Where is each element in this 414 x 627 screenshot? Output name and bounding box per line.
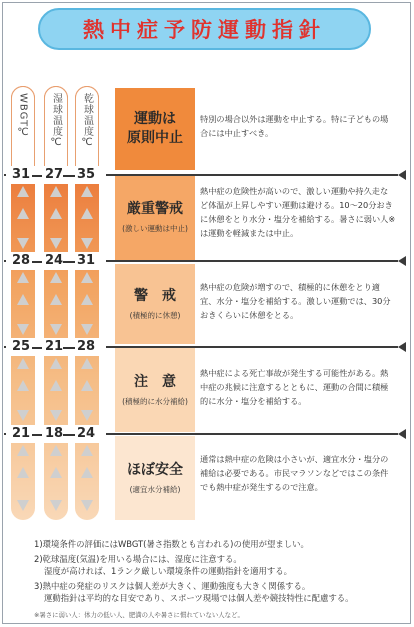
level-label-4 (115, 348, 195, 432)
title-banner (38, 8, 371, 50)
wbgt-column-label: WBGT℃ (17, 93, 29, 140)
level-label-3 (115, 264, 195, 344)
wet-value: 27 (45, 167, 64, 182)
up-arrow-icon (81, 467, 93, 478)
level-sub: (適宜水分補給) (129, 485, 181, 494)
up-arrow-icon (81, 294, 93, 305)
up-arrow-icon (81, 445, 93, 456)
up-arrow-icon (17, 186, 29, 197)
up-arrow-icon (81, 358, 93, 369)
up-arrow-icon (81, 380, 93, 391)
footnote: ※暑さに弱い人：体力の低い人、肥満の人や暑さに慣れていない人など。 (34, 611, 244, 619)
dry-bulb-column-label: 乾球温度℃ (81, 93, 93, 149)
level-name: 警 戒 (134, 288, 176, 304)
page-title: 熱中症予防運動指針 (83, 18, 326, 42)
wet-bulb-column-label: 湿球温度℃ (50, 93, 62, 149)
up-arrow-icon (17, 208, 29, 219)
wbgt-value: 25 (12, 339, 31, 354)
dry-value: 31 (77, 253, 96, 268)
notes (34, 538, 406, 607)
down-arrow-icon (81, 324, 93, 335)
up-arrow-icon (17, 272, 29, 283)
up-arrow-icon (17, 358, 29, 369)
down-arrow-icon (81, 410, 93, 421)
up-arrow-icon (50, 294, 62, 305)
arrowhead-icon (398, 429, 406, 439)
wet-value: 18 (45, 426, 64, 441)
level-sub: (積極的に休憩) (129, 311, 181, 320)
level-description-3: 熱中症の危険が増すので、積極的に休憩をとり適宜、水分・塩分を補給する。激しい運動では、30分おきくらいに休憩をとる。 (200, 282, 391, 320)
level-label-2 (115, 174, 195, 260)
arrowhead-icon (398, 342, 406, 352)
wbgt-value: 21 (12, 426, 31, 441)
up-arrow-icon (17, 294, 29, 305)
note-item: 1)環境条件の評価にはWBGT(暑さ指数とも言われる)の使用が望ましい。 (34, 539, 309, 549)
up-arrow-icon (50, 467, 62, 478)
note-item: 運動指針は平均的な目安であり、スポーツ現場では個人差や競技特性に配慮する。 (44, 593, 354, 603)
up-arrow-icon (50, 358, 62, 369)
level-name: ほぼ安全 (127, 462, 183, 478)
level-description-4: 熱中症による死亡事故が発生する可能性がある。熱中症の兆候に注意するとともに、運動の合間に積極的に水分・塩分を補給する。 (200, 368, 389, 406)
down-arrow-icon (50, 410, 62, 421)
level-name: 注 意 (134, 374, 176, 390)
down-arrow-icon (81, 500, 93, 511)
level-label-1 (115, 88, 195, 170)
level-name: 原則中止 (127, 130, 183, 146)
down-arrow-icon (50, 500, 62, 511)
level-description-5: 通常は熱中症の危険は小さいが、適宜水分・塩分の補給は必要である。市民マラソンなどではこの条件でも熱中症が発生するので注意。 (200, 454, 389, 492)
arrowhead-icon (398, 256, 406, 266)
up-arrow-icon (50, 445, 62, 456)
level-name: 厳重警戒 (127, 201, 183, 217)
arrowhead-icon (398, 170, 406, 180)
wet-value: 24 (45, 253, 64, 268)
up-arrow-icon (50, 380, 62, 391)
up-arrow-icon (81, 208, 93, 219)
up-arrow-icon (17, 445, 29, 456)
level-description-1: 特別の場合以外は運動を中止する。特に子どもの場合には中止すべき。 (200, 114, 389, 138)
level-name: 運動は (134, 111, 176, 127)
level-sub: (積極的に水分補給) (122, 397, 188, 406)
down-arrow-icon (81, 238, 93, 249)
up-arrow-icon (81, 272, 93, 283)
down-arrow-icon (50, 324, 62, 335)
up-arrow-icon (17, 380, 29, 391)
up-arrow-icon (17, 467, 29, 478)
down-arrow-icon (17, 500, 29, 511)
up-arrow-icon (81, 186, 93, 197)
up-arrow-icon (50, 186, 62, 197)
down-arrow-icon (50, 238, 62, 249)
wbgt-value: 28 (12, 253, 31, 268)
down-arrow-icon (17, 410, 29, 421)
down-arrow-icon (17, 324, 29, 335)
down-arrow-icon (17, 238, 29, 249)
dry-value: 28 (77, 339, 96, 354)
level-sub: (激しい運動は中止) (122, 224, 188, 233)
dry-value: 35 (77, 167, 96, 182)
note-item: 湿度が高ければ、1ランク厳しい環境条件の運動指針を適用する。 (44, 566, 293, 576)
up-arrow-icon (50, 272, 62, 283)
level-label-5 (115, 436, 195, 520)
note-item: 2)乾球温度(気温)を用いる場合には、湿度に注意する。 (34, 553, 242, 564)
note-item: 3)熱中症の発症のリスクは個人差が大きく、運動強度も大きく関係する。 (34, 580, 311, 591)
up-arrow-icon (50, 208, 62, 219)
level-description-2: 熱中症の危険性が高いので、激しい運動や持久走など体温が上昇しやすい運動は避ける。10〜20分おきに休憩をとり水分・塩分を補給する。暑さに弱い人※は運動を軽減または中止。 (200, 186, 396, 238)
wet-value: 21 (45, 339, 64, 354)
wbgt-value: 31 (12, 167, 31, 182)
dry-value: 24 (77, 426, 96, 441)
